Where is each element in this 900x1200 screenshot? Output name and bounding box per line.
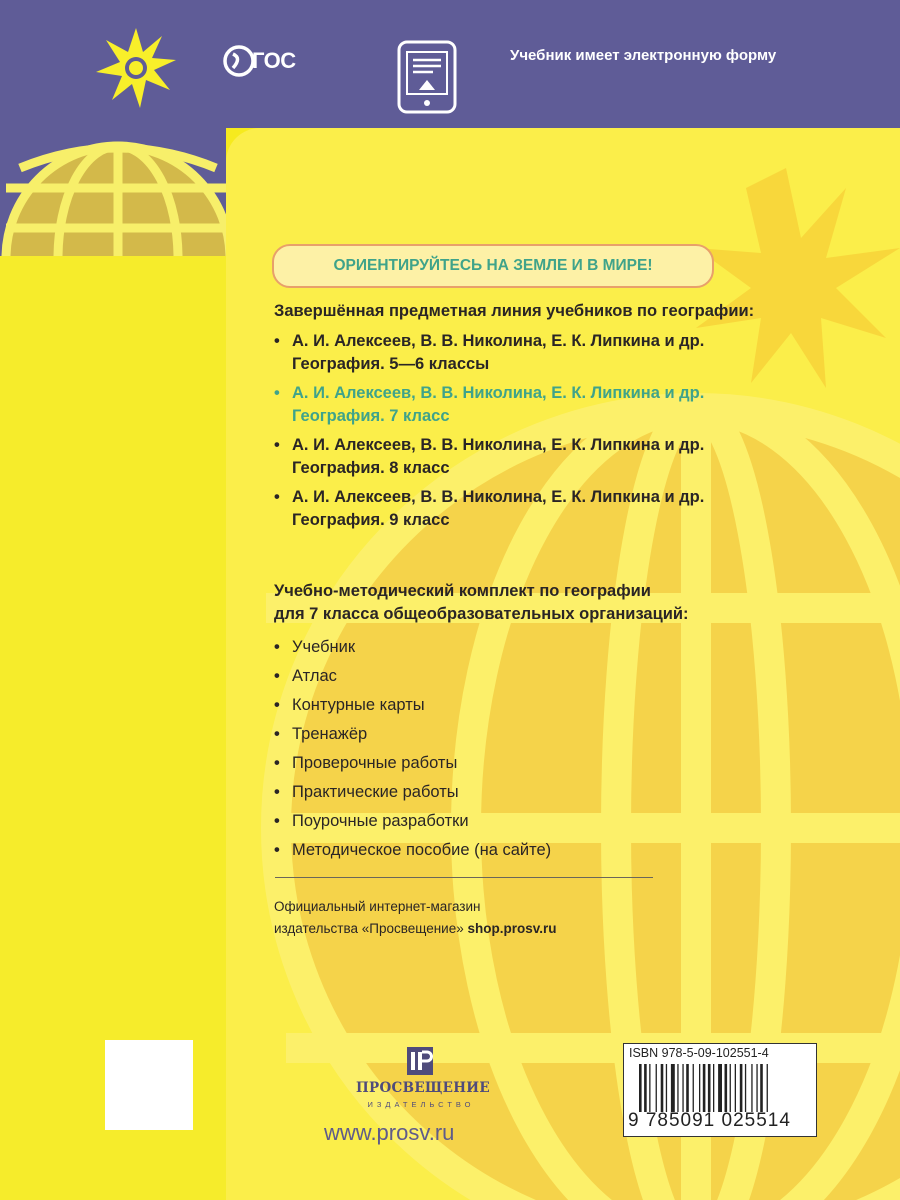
barcode-bar — [760, 1064, 763, 1112]
content-panel — [226, 128, 900, 1200]
barcode-bar — [745, 1064, 746, 1112]
kit-item: • Атлас — [292, 665, 337, 688]
book-authors: • А. И. Алексеев, В. В. Николина, Е. К. Липкина и др. — [292, 330, 704, 353]
isbn-barcode — [623, 1043, 817, 1137]
barcode-bar — [708, 1064, 711, 1112]
book-authors: • А. И. Алексеев, В. В. Николина, Е. К. Липкина и др. — [292, 486, 704, 509]
barcode-bar — [644, 1064, 647, 1112]
barcode-bar — [725, 1064, 728, 1112]
barcode-bar — [656, 1064, 657, 1112]
book-authors: • А. И. Алексеев, В. В. Николина, Е. К. Липкина и др. — [292, 434, 704, 457]
publisher-name: ПРОСВЕЩЕНИЕ — [356, 1080, 490, 1096]
barcode-bar — [666, 1064, 667, 1112]
kit-item-current: • Учебник — [292, 636, 355, 659]
kit-item: • Методическое пособие (на сайте) — [292, 839, 551, 862]
barcode-bar — [718, 1064, 722, 1112]
barcode-bar — [735, 1064, 736, 1112]
barcode-bar — [682, 1064, 683, 1112]
barcode-icon — [639, 1064, 811, 1112]
fgos-label: ГОС — [252, 48, 296, 73]
barcode-bar — [767, 1064, 768, 1112]
isbn-digits: 9 785091 025514 — [628, 1110, 791, 1131]
barcode-bar — [703, 1064, 706, 1112]
book-title: География. 8 класс — [292, 459, 450, 477]
barcode-bar — [649, 1064, 650, 1112]
shop-info — [274, 896, 557, 940]
globe-icon — [0, 108, 226, 258]
divider — [275, 877, 653, 878]
book-title-current: География. 7 класс — [292, 407, 450, 425]
barcode-bar — [756, 1064, 757, 1112]
kit-item: • Тренажёр — [292, 723, 367, 746]
barcode-bar — [693, 1064, 694, 1112]
kit-heading-line2: для 7 класса общеобразовательных организаций: — [274, 605, 689, 623]
series-heading: Завершённая предметная линия учебников по географии: — [274, 302, 755, 320]
publisher-logo-icon — [406, 1046, 434, 1076]
barcode-bar — [677, 1064, 678, 1112]
book-title: География. 5—6 классы — [292, 355, 490, 373]
barcode-bar — [699, 1064, 700, 1112]
book-title: География. 9 класс — [292, 511, 450, 529]
barcode-bar — [671, 1064, 675, 1112]
book-authors-current: • А. И. Алексеев, В. В. Николина, Е. К. Липкина и др. — [292, 382, 704, 405]
kit-item: • Контурные карты — [292, 694, 425, 717]
barcode-bar — [751, 1064, 752, 1112]
tablet-icon — [397, 40, 457, 114]
fgos-icon — [222, 44, 256, 78]
kit-item: • Проверочные работы — [292, 752, 457, 775]
shop-line: Официальный интернет-магазин — [274, 899, 481, 914]
shop-line-2 — [274, 918, 557, 940]
publisher-subtitle: ИЗДАТЕЛЬСТВО — [367, 1100, 475, 1109]
publisher-website[interactable]: www.prosv.ru — [324, 1120, 455, 1145]
isbn-label: ISBN 978-5-09-102551-4 — [629, 1046, 769, 1060]
barcode-bar — [740, 1064, 743, 1112]
globe-background — [226, 128, 900, 1200]
fgos-logo — [222, 44, 296, 78]
shop-prefix: издательства «Просвещение» — [274, 921, 468, 936]
star-burst-icon — [96, 28, 176, 108]
shop-link[interactable]: shop.prosv.ru — [467, 921, 557, 936]
barcode-bar — [639, 1064, 642, 1112]
kit-heading: Учебно-методический комплект по географии — [274, 582, 651, 600]
kit-item: • Практические работы — [292, 781, 459, 804]
slogan-banner: ОРИЕНТИРУЙТЕСЬ НА ЗЕМЛЕ И В МИРЕ! — [272, 244, 714, 288]
kit-item: • Поурочные разработки — [292, 810, 469, 833]
blank-label-box — [105, 1040, 193, 1130]
electronic-form-note: Учебник имеет электронную форму — [510, 47, 777, 64]
barcode-bar — [686, 1064, 689, 1112]
barcode-bar — [661, 1064, 664, 1112]
barcode-bar — [713, 1064, 714, 1112]
barcode-bar — [730, 1064, 731, 1112]
